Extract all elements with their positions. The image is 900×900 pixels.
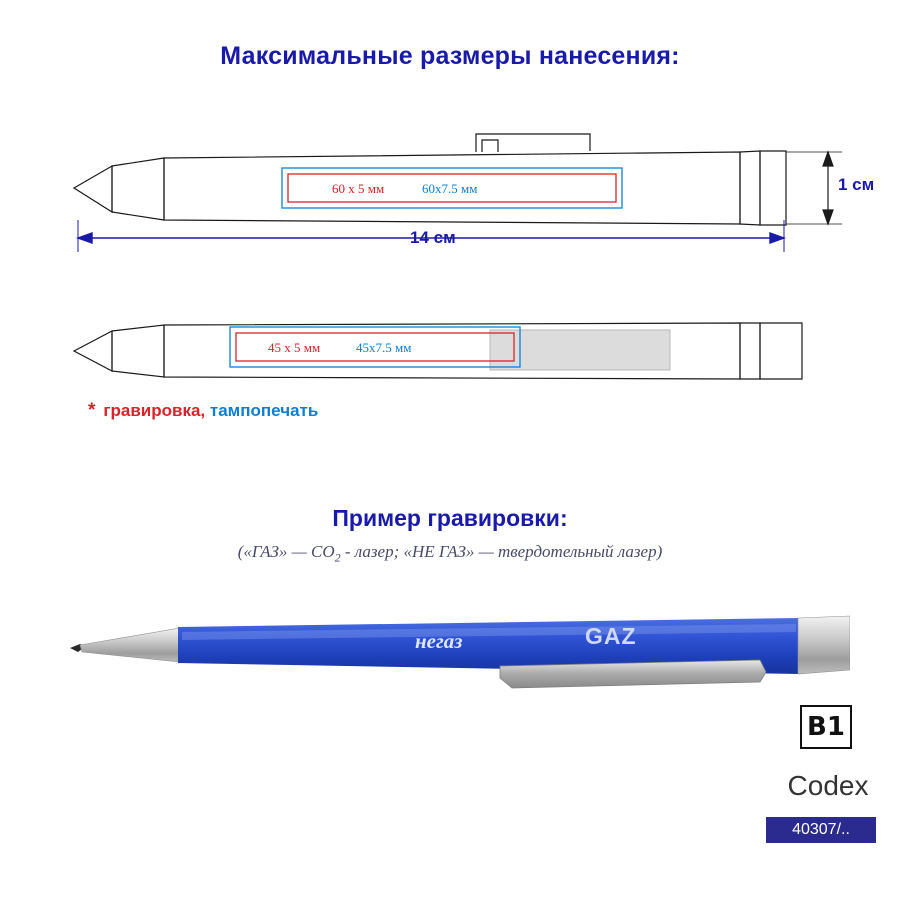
pen-back-bottom (760, 323, 802, 379)
legend-engrave-label: гравировка (103, 401, 201, 420)
pen-metal-end (798, 616, 850, 674)
pen-metal-cone (80, 628, 180, 662)
pen-cone-top (112, 158, 164, 220)
pen-diagram-top (60, 120, 880, 260)
example-title: Пример гравировки: (332, 505, 568, 531)
example-subtitle-post: - лазер; «НЕ ГАЗ» — твердотельный лазер) (340, 542, 663, 561)
legend-separator: , (200, 401, 206, 420)
height-label-top: 1 см (838, 175, 875, 194)
pen-tip-bottom (74, 331, 112, 371)
example-subtitle-sub: 2 (334, 550, 341, 565)
brand-code: 40307/.. (766, 817, 876, 843)
legend-star-icon: * (88, 400, 96, 421)
example-subtitle (0, 542, 900, 565)
width-label-top: 14 см (410, 228, 456, 247)
engrave-text-left: негаз (415, 629, 463, 653)
page-title: Максимальные размеры нанесения: (220, 42, 680, 70)
pen-cone-bottom (112, 325, 164, 377)
pen-grip-panel-bottom (490, 330, 670, 370)
pen-tip-top (74, 166, 112, 212)
legend-pad-label: тампопечать (209, 401, 319, 420)
legend (88, 400, 318, 422)
example-subtitle-pre: («ГАЗ» — CO (237, 542, 335, 561)
pen-clip-top (476, 134, 590, 152)
print-label-engrave-bottom: 45 x 5 мм (268, 340, 321, 355)
pen-ring-top (740, 151, 760, 225)
print-label-engrave-top: 60 x 5 мм (332, 181, 385, 196)
pen-ring-bottom (740, 323, 760, 379)
brand-badge (800, 705, 852, 749)
brand-name: Codex (787, 770, 869, 801)
pen-back-top (760, 151, 786, 225)
engrave-text-right: GAZ (585, 623, 637, 649)
print-label-pad-bottom: 45x7.5 мм (356, 340, 412, 355)
pen-diagram-bottom (60, 305, 880, 395)
sample-pen-illustration (60, 600, 850, 720)
print-label-pad-top: 60x7.5 мм (422, 181, 478, 196)
pen-clip-detail-top (482, 140, 498, 152)
brand-badge-label: B1 (807, 712, 845, 742)
